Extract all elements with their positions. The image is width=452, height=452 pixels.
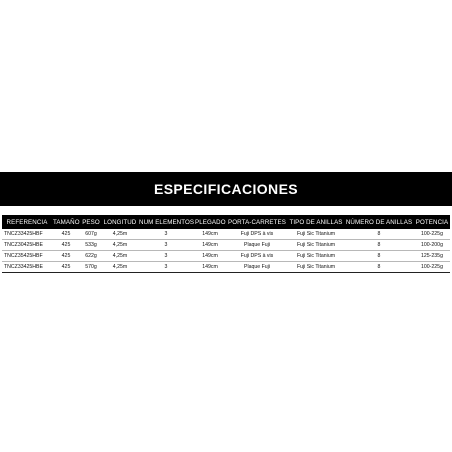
cell-longitud: 4,25m	[102, 229, 138, 240]
cell-potencia: 100-225g	[414, 262, 450, 273]
cell-numero-de-anillas: 8	[344, 229, 414, 240]
specifications-banner	[0, 172, 452, 206]
cell-tipo-de-anillas: Fuji Sic Titanium	[288, 251, 344, 262]
cell-potencia: 100-225g	[414, 229, 450, 240]
cell-referencia: TNCZ33425HBF	[2, 229, 52, 240]
table-row	[2, 251, 450, 262]
cell-porta-carretes: Fuji DPS à vis	[226, 251, 288, 262]
header-numero-de-anillas: NÚMERO DE ANILLAS	[344, 215, 414, 229]
header-peso: PESO	[80, 215, 102, 229]
cell-porta-carretes: Plaque Fuji	[226, 262, 288, 273]
cell-porta-carretes: Plaque Fuji	[226, 240, 288, 251]
table-row	[2, 229, 450, 240]
cell-longitud: 4,25m	[102, 240, 138, 251]
cell-tipo-de-anillas: Fuji Sic Titanium	[288, 229, 344, 240]
header-referencia: REFERENCIA	[2, 215, 52, 229]
cell-potencia: 125-235g	[414, 251, 450, 262]
cell-tamano: 425	[52, 229, 80, 240]
specifications-table	[2, 215, 450, 273]
cell-num-elementos: 3	[138, 251, 194, 262]
table-row	[2, 262, 450, 273]
cell-peso: 570g	[80, 262, 102, 273]
cell-tamano: 425	[52, 240, 80, 251]
cell-longitud: 4,25m	[102, 262, 138, 273]
header-longitud: LONGITUD	[102, 215, 138, 229]
page-title: ESPECIFICACIONES	[153, 181, 299, 197]
cell-referencia: TNCZ35425HBF	[2, 251, 52, 262]
cell-referencia: TNCZ33425HBE	[2, 262, 52, 273]
header-porta-carretes: PORTA-CARRETES	[226, 215, 288, 229]
cell-numero-de-anillas: 8	[344, 262, 414, 273]
cell-peso: 533g	[80, 240, 102, 251]
cell-referencia: TNCZ30425HBE	[2, 240, 52, 251]
cell-plegado: 149cm	[194, 240, 226, 251]
cell-longitud: 4,25m	[102, 251, 138, 262]
cell-num-elementos: 3	[138, 229, 194, 240]
cell-plegado: 149cm	[194, 229, 226, 240]
cell-peso: 607g	[80, 229, 102, 240]
header-potencia: POTENCIA	[414, 215, 450, 229]
cell-porta-carretes: Fuji DPS à vis	[226, 229, 288, 240]
cell-tamano: 425	[52, 251, 80, 262]
cell-numero-de-anillas: 8	[344, 251, 414, 262]
cell-plegado: 149cm	[194, 251, 226, 262]
header-tamano: TAMAÑO	[52, 215, 80, 229]
header-num-elementos: NUM ELEMENTOS	[138, 215, 194, 229]
header-plegado: PLEGADO	[194, 215, 226, 229]
cell-num-elementos: 3	[138, 262, 194, 273]
cell-numero-de-anillas: 8	[344, 240, 414, 251]
cell-tamano: 425	[52, 262, 80, 273]
cell-tipo-de-anillas: Fuji Sic Titanium	[288, 262, 344, 273]
cell-peso: 622g	[80, 251, 102, 262]
cell-plegado: 149cm	[194, 262, 226, 273]
table-row	[2, 240, 450, 251]
table-header-row	[2, 215, 450, 229]
header-tipo-de-anillas: TIPO DE ANILLAS	[288, 215, 344, 229]
cell-potencia: 100-200g	[414, 240, 450, 251]
cell-tipo-de-anillas: Fuji Sic Titanium	[288, 240, 344, 251]
cell-num-elementos: 3	[138, 240, 194, 251]
